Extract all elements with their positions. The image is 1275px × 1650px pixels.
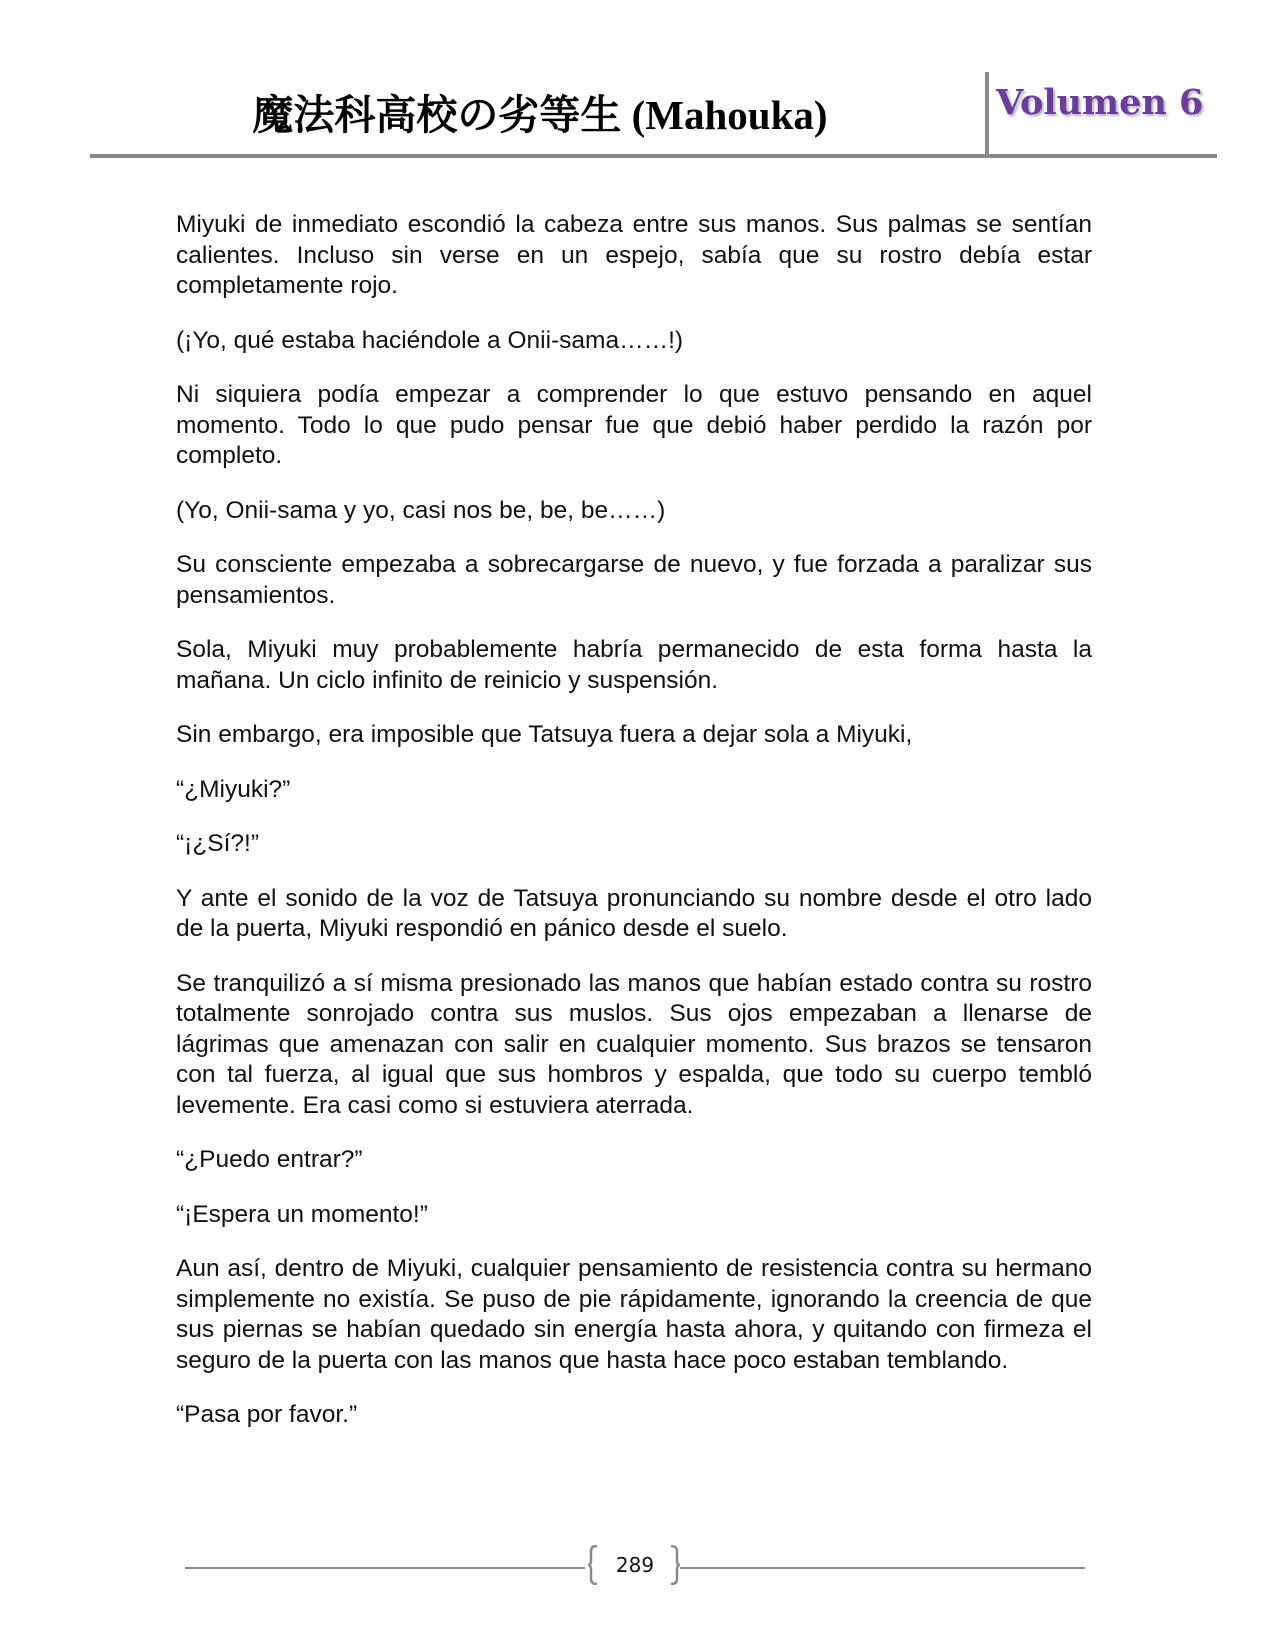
paragraph: Y ante el sonido de la voz de Tatsuya pronunciando su nombre desde el otro lado de la puerta, Miyuki respondió en pánico desde el suelo. [176, 884, 1092, 942]
right-brace-icon [670, 1545, 680, 1585]
paragraph: “¡Espera un momento!” [176, 1200, 428, 1228]
paragraph: Se tranquilizó a sí misma presionado las manos que habían estado contra su rostro totalmente sonrojado contra sus muslos. Sus ojos empezaban a llenarse de lágrimas que amenazan con salir en cualquier momento. Sus brazos se tensaron con tal fuerza, al igual que sus hombros y espalda, que todo su cuerpo tembló levemente. Era casi como si estuviera aterrada. [176, 969, 1092, 1119]
page-number: 289 [615, 1553, 655, 1577]
book-title: 魔法科高校の劣等生 (Mahouka) [252, 92, 828, 138]
paragraph: (¡Yo, qué estaba haciéndole a Onii-sama……!) [176, 326, 684, 354]
paragraph: Miyuki de inmediato escondió la cabeza entre sus manos. Sus palmas se sentían calientes. Incluso sin verse en un espejo, sabía que su rostro debía estar completamente rojo. [176, 211, 1092, 299]
paragraph: Ni siquiera podía empezar a comprender lo que estuvo pensando en aquel momento. Todo lo que pudo pensar fue que debió haber perdido la razón por completo. [176, 381, 1092, 469]
paragraph: “¡¿Sí?!” [176, 830, 260, 857]
page-header [0, 0, 1275, 170]
paragraph: Sin embargo, era imposible que Tatsuya fuera a dejar sola a Miyuki, [176, 721, 913, 748]
footer-rule-left [185, 1567, 585, 1569]
header-horizontal-divider [90, 154, 1217, 158]
page-body [176, 210, 1092, 1455]
paragraph: “Pasa por favor.” [176, 1401, 358, 1428]
paragraph: (Yo, Onii-sama y yo, casi nos be, be, be……) [176, 496, 666, 524]
header-vertical-divider [985, 72, 989, 155]
volume-label: Volumen 6 [996, 82, 1204, 123]
paragraph: “¿Miyuki?” [176, 775, 291, 803]
paragraph: “¿Puedo entrar?” [176, 1146, 363, 1173]
paragraph: Aun así, dentro de Miyuki, cualquier pensamiento de resistencia contra su hermano simplemente no existía. Se puso de pie rápidamente, ignorando la creencia de que sus piernas se habían quedado sin energía hasta ahora, y quitando con firmeza el seguro de la puerta con las manos que hasta hace poco estaban temblando. [176, 1255, 1092, 1374]
footer-rule-right [680, 1567, 1085, 1569]
left-brace-icon [588, 1545, 598, 1585]
paragraph: Su consciente empezaba a sobrecargarse de nuevo, y fue forzada a paralizar sus pensamientos. [176, 551, 1092, 609]
page-footer [0, 1535, 1275, 1595]
paragraph: Sola, Miyuki muy probablemente habría permanecido de esta forma hasta la mañana. Un ciclo infinito de reinicio y suspensión. [176, 636, 1092, 694]
